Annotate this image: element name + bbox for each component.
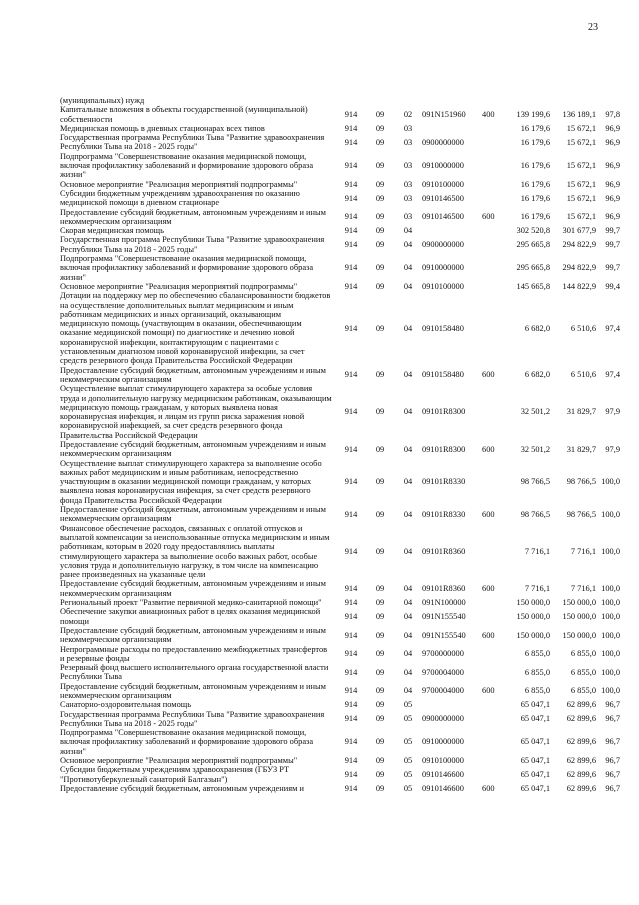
row-target-article: 0910100000 <box>422 179 464 189</box>
row-subsection-code: 04 <box>403 584 413 594</box>
row-ved-code: 914 <box>344 584 358 594</box>
row-execution-percent: 96,9 <box>605 179 620 189</box>
row-ved-code: 914 <box>344 756 358 766</box>
table-row <box>60 784 620 793</box>
row-target-article: 091N155540 <box>422 611 466 621</box>
row-subsection-code: 04 <box>403 263 413 273</box>
row-subsection-code: 02 <box>403 109 413 119</box>
row-execution-percent: 97,4 <box>605 370 620 380</box>
row-subsection-code: 04 <box>403 630 413 640</box>
table-row <box>60 756 620 765</box>
row-subsection-code: 04 <box>403 407 413 417</box>
row-execution-percent: 100,0 <box>601 667 620 677</box>
row-planned-amount: 6 855,0 <box>524 686 550 696</box>
row-planned-amount: 16 179,6 <box>520 161 550 171</box>
row-actual-amount: 150 000,0 <box>562 611 596 621</box>
row-name: Региональный проект "Развитие первичной медико-санитарной помощи" <box>60 598 322 608</box>
row-section-code: 09 <box>375 226 385 236</box>
row-execution-percent: 96,7 <box>605 756 620 766</box>
row-section-code: 09 <box>375 370 385 380</box>
table-row <box>60 765 620 784</box>
row-expense-type: 600 <box>482 444 495 454</box>
row-planned-amount: 16 179,6 <box>520 123 550 133</box>
row-ved-code: 914 <box>344 598 358 608</box>
row-ved-code: 914 <box>344 444 358 454</box>
row-planned-amount: 295 665,8 <box>516 263 550 273</box>
row-planned-amount: 16 179,6 <box>520 193 550 203</box>
table-row <box>60 282 620 291</box>
row-name: Скорая медицинская помощь <box>60 226 164 236</box>
row-subsection-code: 03 <box>403 137 413 147</box>
row-name: Медицинская помощь в дневных стационарах всех типов <box>60 123 265 133</box>
row-name: Осуществление выплат стимулирующего характера за особые условия труда и дополнительную нагрузку медицинским работникам, оказывающим медицинскую помощь гражданам, у которых выявлена новая коронавирусная инфекция, и лицам из групп риска заражения новой коронавирусной инфекцией, за счет средств резервного фонда Правительства Российской Федерации <box>60 384 332 440</box>
row-target-article: 0910000000 <box>422 161 464 171</box>
row-subsection-code: 04 <box>403 370 413 380</box>
row-subsection-code: 03 <box>403 123 413 133</box>
row-name: Предоставление субсидий бюджетным, автономным учреждениям и иным некоммерческим организациям <box>60 505 326 524</box>
row-actual-amount: 6 510,6 <box>570 323 596 333</box>
row-actual-amount: 15 672,1 <box>566 137 596 147</box>
row-section-code: 09 <box>375 212 385 222</box>
row-name: Государственная программа Республики Тыва "Развитие здравоохранения Республики Тыва на 2018 - 2025 годы" <box>60 235 325 254</box>
row-subsection-code: 04 <box>403 598 413 608</box>
row-actual-amount: 294 822,9 <box>562 263 596 273</box>
row-section-code: 09 <box>375 667 385 677</box>
row-target-article: 0910158480 <box>422 370 464 380</box>
table-row <box>60 524 620 580</box>
row-execution-percent: 100,0 <box>601 598 620 608</box>
table-row <box>60 254 620 282</box>
row-execution-percent: 99,7 <box>605 226 620 236</box>
row-section-code: 09 <box>375 179 385 189</box>
row-name: Основное мероприятие "Реализация мероприятий подпрограммы" <box>60 281 298 291</box>
row-ved-code: 914 <box>344 783 358 793</box>
row-target-article: 09101R8330 <box>422 477 466 487</box>
row-execution-percent: 100,0 <box>601 686 620 696</box>
row-subsection-code: 04 <box>403 649 413 659</box>
row-name: Субсидии бюджетным учреждениям здравоохранения (ГБУЗ РТ "Противотуберкулезный санаторий Балгазын") <box>60 765 290 784</box>
row-ved-code: 914 <box>344 686 358 696</box>
row-target-article: 09101R8300 <box>422 407 466 417</box>
row-actual-amount: 7 716,1 <box>570 546 596 556</box>
row-actual-amount: 31 829,7 <box>566 444 596 454</box>
table-row <box>60 728 620 756</box>
row-name: Подпрограмма "Совершенствование оказания медицинской помощи, включая профилактику заболеваний и формирование здорового образа жизни" <box>60 151 314 180</box>
row-subsection-code: 04 <box>403 667 413 677</box>
row-planned-amount: 302 520,8 <box>516 226 550 236</box>
row-subsection-code: 04 <box>403 611 413 621</box>
row-target-article: 0910146600 <box>422 783 464 793</box>
table-row <box>60 505 620 524</box>
row-target-article: 0900000000 <box>422 240 464 250</box>
row-actual-amount: 62 899,6 <box>566 714 596 724</box>
row-name: Санаторно-оздоровительная помощь <box>60 700 192 710</box>
row-execution-percent: 100,0 <box>601 584 620 594</box>
row-actual-amount: 294 822,9 <box>562 240 596 250</box>
row-execution-percent: 97,4 <box>605 323 620 333</box>
table-row <box>60 96 620 105</box>
row-execution-percent: 100,0 <box>601 611 620 621</box>
row-name: Предоставление субсидий бюджетным, автономным учреждениям и иным некоммерческим организациям <box>60 207 326 226</box>
row-subsection-code: 05 <box>403 714 413 724</box>
row-name: Предоставление субсидий бюджетным, автономным учреждениям и иным некоммерческим организациям <box>60 579 326 598</box>
row-execution-percent: 96,7 <box>605 700 620 710</box>
row-subsection-code: 05 <box>403 700 413 710</box>
budget-table <box>60 96 620 793</box>
row-planned-amount: 65 047,1 <box>520 700 550 710</box>
row-name: Осуществление выплат стимулирующего характера за выполнение особо важных работ медицинским и иным работникам, непосредственно участвующим в оказании медицинской помощи гражданам, у которых выявлена новая коронавирусная инфекция, за счет средств резервного фонда Правительства Российской Федерации <box>60 458 322 505</box>
row-target-article: 9700004000 <box>422 667 464 677</box>
table-row <box>60 700 620 709</box>
row-target-article: 9700004000 <box>422 686 464 696</box>
row-name: Непрограммные расходы по предоставлению межбюджетных трансфертов и резервные фонды <box>60 644 328 663</box>
row-ved-code: 914 <box>344 137 358 147</box>
table-row <box>60 682 620 701</box>
row-section-code: 09 <box>375 263 385 273</box>
row-subsection-code: 05 <box>403 783 413 793</box>
row-ved-code: 914 <box>344 109 358 119</box>
row-execution-percent: 96,9 <box>605 123 620 133</box>
table-row <box>60 598 620 607</box>
row-planned-amount: 7 716,1 <box>524 546 550 556</box>
row-ved-code: 914 <box>344 226 358 236</box>
row-ved-code: 914 <box>344 281 358 291</box>
row-section-code: 09 <box>375 756 385 766</box>
row-section-code: 09 <box>375 611 385 621</box>
row-target-article: 09101R8360 <box>422 546 466 556</box>
row-actual-amount: 144 822,9 <box>562 281 596 291</box>
row-target-article: 09101R8360 <box>422 584 466 594</box>
table-row <box>60 226 620 235</box>
row-section-code: 09 <box>375 770 385 780</box>
row-execution-percent: 96,9 <box>605 137 620 147</box>
row-actual-amount: 6 855,0 <box>570 667 596 677</box>
row-planned-amount: 98 766,5 <box>520 477 550 487</box>
row-subsection-code: 05 <box>403 737 413 747</box>
row-name: Государственная программа Республики Тыва "Развитие здравоохранения Республики Тыва на 2018 - 2025 годы" <box>60 709 325 728</box>
row-planned-amount: 65 047,1 <box>520 756 550 766</box>
row-execution-percent: 100,0 <box>601 649 620 659</box>
row-expense-type: 600 <box>482 212 495 222</box>
table-row <box>60 124 620 133</box>
row-target-article: 0910158480 <box>422 323 464 333</box>
row-section-code: 09 <box>375 783 385 793</box>
row-actual-amount: 15 672,1 <box>566 179 596 189</box>
row-planned-amount: 6 682,0 <box>524 370 550 380</box>
row-section-code: 09 <box>375 700 385 710</box>
table-row <box>60 291 620 365</box>
row-execution-percent: 97,8 <box>605 109 620 119</box>
row-name: Субсидии бюджетным учреждениям здравоохранения по оказанию медицинской помощи в дневном стационаре <box>60 188 300 208</box>
row-actual-amount: 7 716,1 <box>570 584 596 594</box>
table-row <box>60 440 620 459</box>
row-name: Обеспечение закупки авиационных работ в целях оказания медицинской помощи <box>60 607 321 626</box>
row-target-article: 0900000000 <box>422 137 464 147</box>
row-name: Основное мероприятие "Реализация мероприятий подпрограммы" <box>60 179 298 189</box>
row-planned-amount: 16 179,6 <box>520 179 550 189</box>
row-name: Предоставление субсидий бюджетным, автономным учреждениям и <box>60 783 304 793</box>
row-ved-code: 914 <box>344 161 358 171</box>
row-ved-code: 914 <box>344 263 358 273</box>
row-subsection-code: 04 <box>403 546 413 556</box>
row-planned-amount: 65 047,1 <box>520 714 550 724</box>
row-planned-amount: 16 179,6 <box>520 137 550 147</box>
row-ved-code: 914 <box>344 737 358 747</box>
row-subsection-code: 03 <box>403 179 413 189</box>
row-execution-percent: 97,9 <box>605 407 620 417</box>
row-section-code: 09 <box>375 240 385 250</box>
row-execution-percent: 99,4 <box>605 281 620 291</box>
row-ved-code: 914 <box>344 611 358 621</box>
table-row <box>60 152 620 180</box>
row-ved-code: 914 <box>344 509 358 519</box>
row-actual-amount: 62 899,6 <box>566 700 596 710</box>
row-ved-code: 914 <box>344 649 358 659</box>
row-section-code: 09 <box>375 649 385 659</box>
row-section-code: 09 <box>375 161 385 171</box>
row-target-article: 0910146500 <box>422 212 464 222</box>
table-row <box>60 459 620 505</box>
row-name: Основное мероприятие "Реализация мероприятий подпрограммы" <box>60 756 298 766</box>
row-target-article: 0910000000 <box>422 263 464 273</box>
row-subsection-code: 03 <box>403 193 413 203</box>
row-planned-amount: 32 501,2 <box>520 444 550 454</box>
row-planned-amount: 16 179,6 <box>520 212 550 222</box>
row-execution-percent: 96,9 <box>605 212 620 222</box>
row-target-article: 0910000000 <box>422 737 464 747</box>
row-planned-amount: 139 199,6 <box>516 109 550 119</box>
row-target-article: 091N151960 <box>422 109 466 119</box>
table-row <box>60 663 620 682</box>
row-section-code: 09 <box>375 630 385 640</box>
row-actual-amount: 62 899,6 <box>566 770 596 780</box>
row-actual-amount: 6 855,0 <box>570 686 596 696</box>
table-row <box>60 105 620 124</box>
row-ved-code: 914 <box>344 123 358 133</box>
row-section-code: 09 <box>375 509 385 519</box>
row-planned-amount: 32 501,2 <box>520 407 550 417</box>
table-row <box>60 626 620 645</box>
table-row <box>60 607 620 626</box>
row-ved-code: 914 <box>344 407 358 417</box>
row-section-code: 09 <box>375 584 385 594</box>
table-row <box>60 645 620 664</box>
row-section-code: 09 <box>375 281 385 291</box>
row-name: Предоставление субсидий бюджетным, автономным учреждениям и иным некоммерческим организациям <box>60 681 326 700</box>
row-actual-amount: 31 829,7 <box>566 407 596 417</box>
row-section-code: 09 <box>375 686 385 696</box>
table-row <box>60 710 620 729</box>
row-subsection-code: 04 <box>403 509 413 519</box>
table-row <box>60 366 620 385</box>
row-subsection-code: 03 <box>403 161 413 171</box>
row-actual-amount: 6 855,0 <box>570 649 596 659</box>
row-planned-amount: 65 047,1 <box>520 737 550 747</box>
row-subsection-code: 03 <box>403 212 413 222</box>
row-expense-type: 600 <box>482 686 495 696</box>
row-execution-percent: 96,7 <box>605 770 620 780</box>
row-ved-code: 914 <box>344 370 358 380</box>
page-number: 23 <box>588 22 598 33</box>
row-expense-type: 400 <box>482 109 495 119</box>
row-name: (муниципальных) нужд <box>60 96 145 105</box>
row-expense-type: 600 <box>482 630 495 640</box>
row-ved-code: 914 <box>344 240 358 250</box>
row-ved-code: 914 <box>344 546 358 556</box>
row-expense-type: 600 <box>482 584 495 594</box>
row-execution-percent: 99,7 <box>605 263 620 273</box>
row-section-code: 09 <box>375 737 385 747</box>
row-subsection-code: 05 <box>403 770 413 780</box>
row-name: Предоставление субсидий бюджетным, автономным учреждениям и иным некоммерческим организациям <box>60 439 326 459</box>
row-execution-percent: 96,9 <box>605 161 620 171</box>
row-name: Государственная программа Республики Тыва "Развитие здравоохранения Республики Тыва на 2018 - 2025 годы" <box>60 133 325 152</box>
row-target-article: 9700000000 <box>422 649 464 659</box>
row-name: Предоставление субсидий бюджетным, автономным учреждениям и иным некоммерческим организациям <box>60 365 326 384</box>
row-ved-code: 914 <box>344 323 358 333</box>
row-planned-amount: 7 716,1 <box>524 584 550 594</box>
row-section-code: 09 <box>375 109 385 119</box>
row-actual-amount: 15 672,1 <box>566 212 596 222</box>
row-section-code: 09 <box>375 323 385 333</box>
row-subsection-code: 04 <box>403 281 413 291</box>
row-actual-amount: 150 000,0 <box>562 630 596 640</box>
row-name: Капитальные вложения в объекты государственной (муниципальной) собственности <box>60 105 308 124</box>
row-target-article: 0910146600 <box>422 770 464 780</box>
row-target-article: 0910100000 <box>422 281 464 291</box>
row-target-article: 0900000000 <box>422 714 464 724</box>
row-section-code: 09 <box>375 444 385 454</box>
row-actual-amount: 98 766,5 <box>566 477 596 487</box>
row-planned-amount: 150 000,0 <box>516 598 550 608</box>
row-section-code: 09 <box>375 407 385 417</box>
row-ved-code: 914 <box>344 667 358 677</box>
row-subsection-code: 04 <box>403 226 413 236</box>
row-planned-amount: 145 665,8 <box>516 281 550 291</box>
row-execution-percent: 96,7 <box>605 714 620 724</box>
row-planned-amount: 295 665,8 <box>516 240 550 250</box>
row-section-code: 09 <box>375 598 385 608</box>
row-ved-code: 914 <box>344 212 358 222</box>
row-actual-amount: 62 899,6 <box>566 737 596 747</box>
row-target-article: 0910100000 <box>422 756 464 766</box>
row-section-code: 09 <box>375 477 385 487</box>
row-actual-amount: 301 677,9 <box>562 226 596 236</box>
row-execution-percent: 100,0 <box>601 477 620 487</box>
row-actual-amount: 6 510,6 <box>570 370 596 380</box>
row-name: Финансовое обеспечение расходов, связанных с оплатой отпусков и выплатой компенсации за неиспользованные отпуска медицинским и иным работникам, которым в 2020 году предоставлялись выплаты стимулирующего характера за выполнение особо важных работ, особые условия труда и дополнительную нагрузку, в том числе на компенсацию ранее произведенных на указанные цели <box>60 523 330 580</box>
row-name: Резервный фонд высшего исполнительного органа государственной власти Республики Тыва <box>60 663 329 682</box>
row-target-article: 091N100000 <box>422 598 466 608</box>
table-row <box>60 235 620 254</box>
row-section-code: 09 <box>375 123 385 133</box>
row-target-article: 09101R8330 <box>422 509 466 519</box>
row-execution-percent: 100,0 <box>601 546 620 556</box>
row-execution-percent: 96,7 <box>605 783 620 793</box>
table-row <box>60 189 620 208</box>
row-actual-amount: 98 766,5 <box>566 509 596 519</box>
row-ved-code: 914 <box>344 179 358 189</box>
row-target-article: 091N155540 <box>422 630 466 640</box>
row-target-article: 09101R8300 <box>422 444 466 454</box>
row-execution-percent: 96,7 <box>605 737 620 747</box>
row-subsection-code: 04 <box>403 444 413 454</box>
row-actual-amount: 15 672,1 <box>566 123 596 133</box>
table-row <box>60 180 620 189</box>
row-actual-amount: 62 899,6 <box>566 783 596 793</box>
row-execution-percent: 96,9 <box>605 193 620 203</box>
table-row <box>60 133 620 152</box>
row-subsection-code: 04 <box>403 686 413 696</box>
row-section-code: 09 <box>375 714 385 724</box>
row-planned-amount: 6 855,0 <box>524 667 550 677</box>
row-expense-type: 600 <box>482 783 495 793</box>
row-planned-amount: 150 000,0 <box>516 630 550 640</box>
row-subsection-code: 05 <box>403 756 413 766</box>
row-actual-amount: 150 000,0 <box>562 598 596 608</box>
row-ved-code: 914 <box>344 193 358 203</box>
row-subsection-code: 04 <box>403 240 413 250</box>
row-planned-amount: 6 682,0 <box>524 323 550 333</box>
row-expense-type: 600 <box>482 509 495 519</box>
row-section-code: 09 <box>375 546 385 556</box>
row-actual-amount: 136 189,1 <box>562 109 596 119</box>
row-name: Подпрограмма "Совершенствование оказания медицинской помощи, включая профилактику заболеваний и формирование здорового образа жизни" <box>60 254 314 282</box>
table-row <box>60 384 620 440</box>
table-row <box>60 579 620 598</box>
row-execution-percent: 99,7 <box>605 240 620 250</box>
row-planned-amount: 6 855,0 <box>524 649 550 659</box>
row-expense-type: 600 <box>482 370 495 380</box>
row-name: Подпрограмма "Совершенствование оказания медицинской помощи, включая профилактику заболеваний и формирование здорового образа жизни" <box>60 728 314 756</box>
row-target-article: 0910146500 <box>422 193 464 203</box>
row-actual-amount: 62 899,6 <box>566 756 596 766</box>
row-planned-amount: 150 000,0 <box>516 611 550 621</box>
row-planned-amount: 65 047,1 <box>520 770 550 780</box>
row-actual-amount: 15 672,1 <box>566 161 596 171</box>
row-ved-code: 914 <box>344 770 358 780</box>
row-ved-code: 914 <box>344 700 358 710</box>
row-ved-code: 914 <box>344 714 358 724</box>
row-subsection-code: 04 <box>403 477 413 487</box>
row-name: Дотации на поддержку мер по обеспечению сбалансированности бюджетов на осуществление дополнительных выплат медицинским и иным работникам медицинских и иных организаций, оказывающим медицинскую помощь (участвующим в оказании, обеспечивающим оказание медицинской помощи) по диагностике и лечению новой коронавирусной инфекции, контактирующим с пациентами с установленным диагнозом новой коронавирусной инфекции, за счет средств резервного фонда Правительства Российской Федерации <box>60 291 331 366</box>
row-execution-percent: 100,0 <box>601 509 620 519</box>
table-row <box>60 208 620 227</box>
row-section-code: 09 <box>375 137 385 147</box>
row-ved-code: 914 <box>344 477 358 487</box>
row-ved-code: 914 <box>344 630 358 640</box>
row-execution-percent: 100,0 <box>601 630 620 640</box>
row-planned-amount: 98 766,5 <box>520 509 550 519</box>
row-name: Предоставление субсидий бюджетным, автономным учреждениям и иным некоммерческим организациям <box>60 625 326 645</box>
row-planned-amount: 65 047,1 <box>520 783 550 793</box>
row-subsection-code: 04 <box>403 323 413 333</box>
row-section-code: 09 <box>375 193 385 203</box>
row-execution-percent: 97,9 <box>605 444 620 454</box>
row-actual-amount: 15 672,1 <box>566 193 596 203</box>
